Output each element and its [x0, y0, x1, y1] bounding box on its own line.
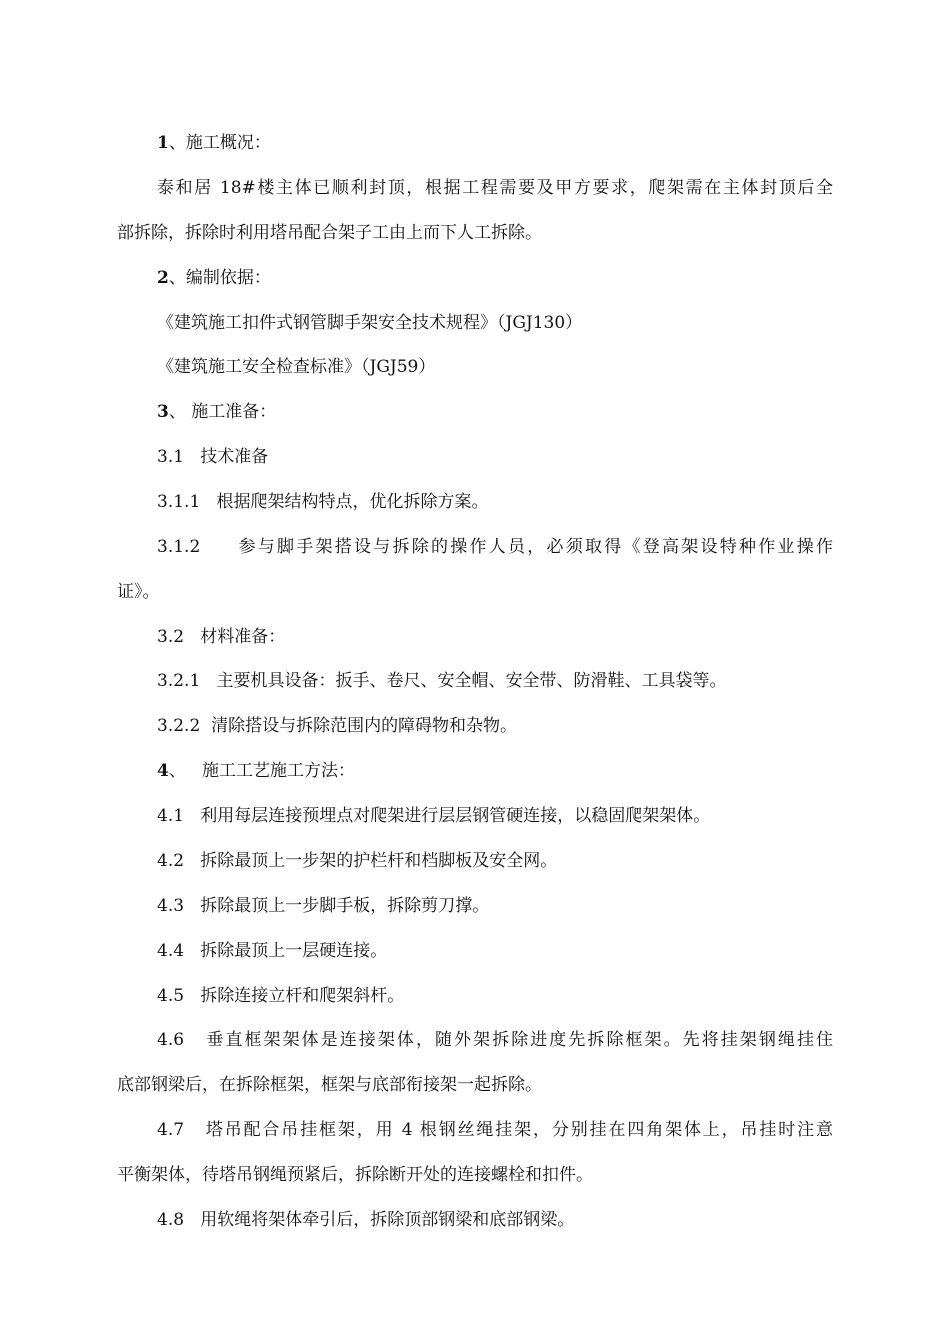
heading-text: 、施工概况：: [168, 133, 271, 153]
paragraph-line: 底部钢梁后，在拆除框架，框架与底部衔接架一起拆除。: [117, 1075, 542, 1095]
section-number: 3: [157, 402, 169, 422]
item-3-1-1: 3.1.1 根据爬架结构特点，优化拆除方案。: [157, 492, 489, 512]
heading-text: 、编制依据：: [168, 268, 271, 288]
paragraph-line: 证》。: [117, 582, 160, 602]
heading-text: 、 施工工艺施工方法：: [168, 761, 356, 781]
section-1-heading: [157, 132, 271, 154]
item-4-4: 4.4 拆除最顶上一层硬连接。: [157, 941, 388, 961]
section-4-heading: [157, 760, 355, 782]
reference-line: 《建筑施工安全检查标准》（JGJ59）: [157, 357, 436, 377]
item-4-3: 4.3 拆除最顶上一步脚手板，拆除剪刀撑。: [157, 896, 490, 916]
item-4-2: 4.2 拆除最顶上一步架的护栏杆和档脚板及安全网。: [157, 851, 558, 871]
section-number: 1: [157, 133, 169, 153]
item-4-6: 4.6 垂直框架架体是连接架体，随外架拆除进度先拆除框架。先将挂架钢绳挂住: [157, 1030, 833, 1050]
paragraph-line: 平衡架体，待塔吊钢绳预紧后，拆除断开处的连接螺栓和扣件。: [117, 1165, 593, 1185]
heading-text: 、 施工准备：: [168, 402, 277, 422]
section-3-heading: [157, 401, 276, 423]
item-3-2-2: 3.2.2 清除搭设与拆除范围内的障碍物和杂物。: [157, 716, 518, 736]
item-4-5: 4.5 拆除连接立杆和爬架斜杆。: [157, 986, 405, 1006]
section-number: 2: [157, 268, 169, 288]
section-number: 4: [157, 761, 169, 781]
reference-line: 《建筑施工扣件式钢管脚手架安全技术规程》（JGJ130）: [157, 313, 583, 333]
item-4-7: 4.7 塔吊配合吊挂框架，用 4 根钢丝绳挂架，分别挂在四角架体上，吊挂时注意: [157, 1120, 833, 1140]
subsection-3-2: 3.2 材料准备：: [157, 627, 286, 647]
paragraph-line: 部拆除，拆除时利用塔吊配合架子工由上而下人工拆除。: [117, 223, 542, 243]
item-4-1: 4.1 利用每层连接预埋点对爬架进行层层钢管硬连接，以稳固爬架架体。: [157, 806, 711, 826]
paragraph-line: 泰和居 18#楼主体已顺利封顶，根据工程需要及甲方要求，爬架需在主体封顶后全: [157, 178, 833, 198]
item-3-1-2: 3.1.2 参与脚手架搭设与拆除的操作人员，必须取得《登高架设特种作业操作: [157, 537, 833, 557]
item-4-8: 4.8 用软绳将架体牵引后，拆除顶部钢梁和底部钢梁。: [157, 1210, 575, 1230]
subsection-3-1: 3.1 技术准备: [157, 447, 269, 467]
section-2-heading: [157, 267, 271, 289]
item-3-2-1: 3.2.1 主要机具设备：扳手、卷尺、安全帽、安全带、防滑鞋、工具袋等。: [157, 671, 727, 691]
